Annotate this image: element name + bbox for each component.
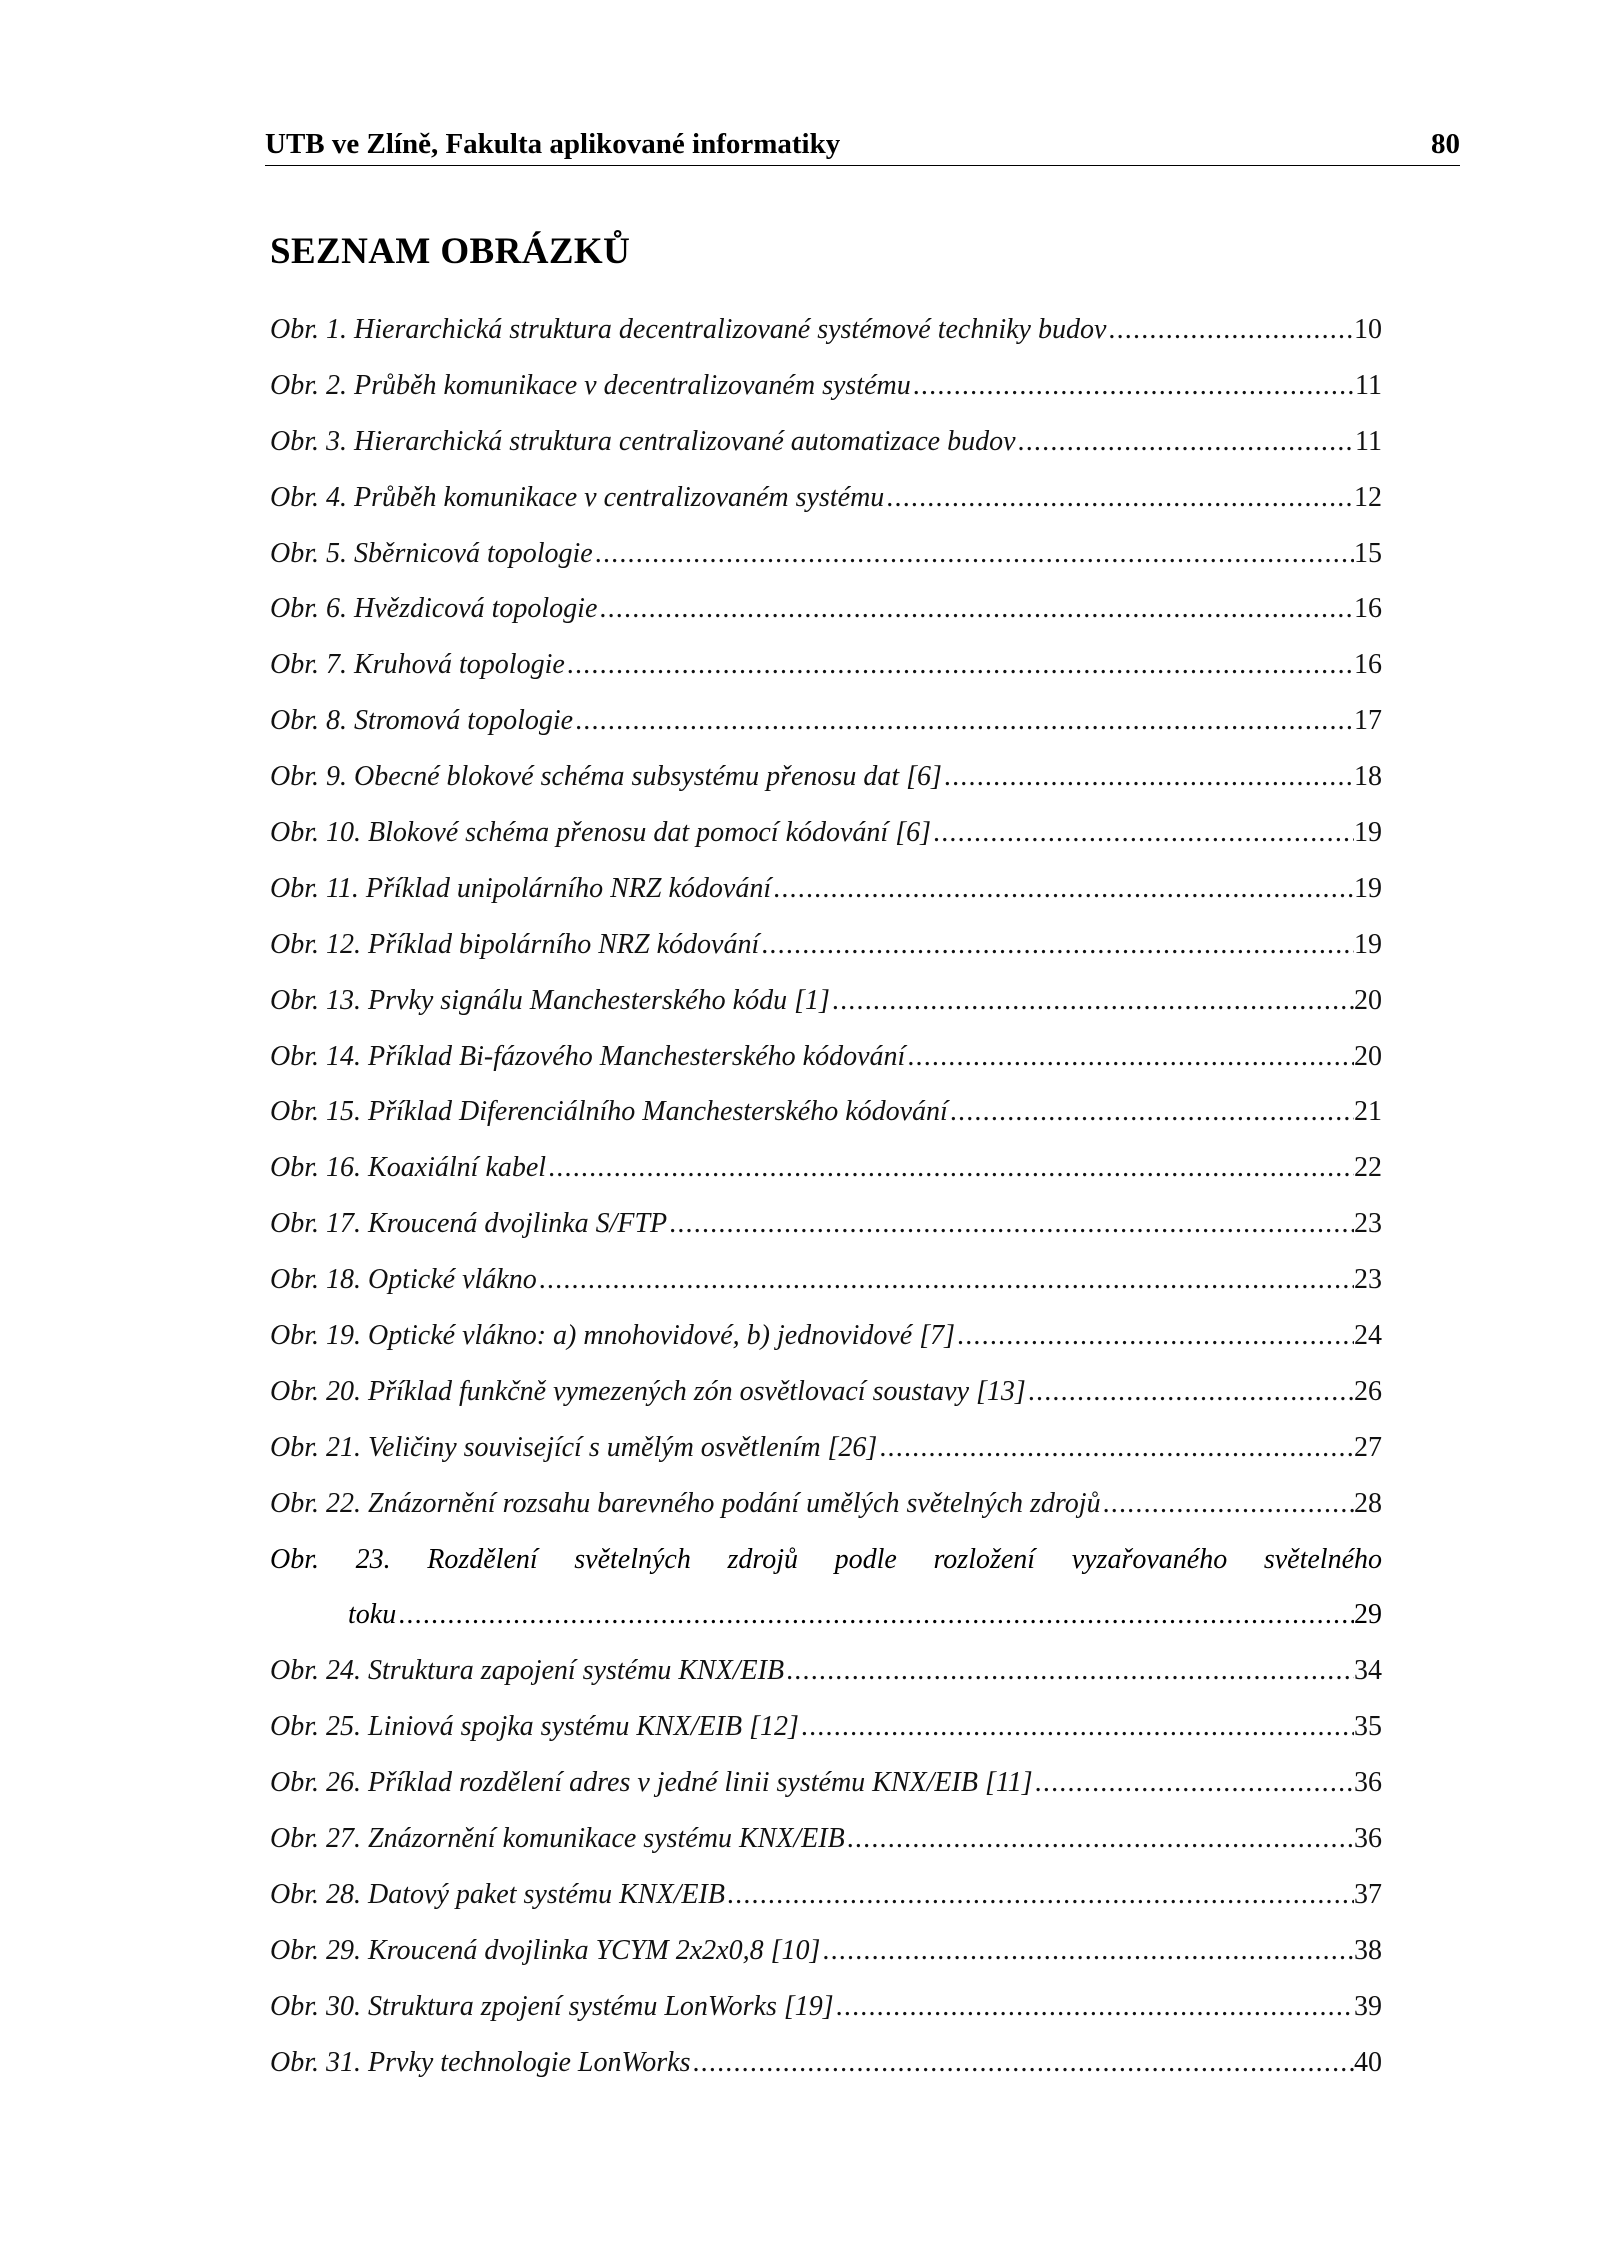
- toc-entry-label: Obr. 2. Průběh komunikace v decentralizovaném systému: [270, 369, 911, 401]
- header-title: UTB ve Zlíně, Fakulta aplikované informatiky: [265, 128, 841, 160]
- toc-entry-page: 35: [1354, 1711, 1382, 1743]
- dot-leader: [1103, 1484, 1354, 1524]
- toc-entry[interactable]: [270, 925, 1382, 981]
- toc-entry-page: 16: [1354, 593, 1382, 625]
- page-number: 80: [1431, 128, 1460, 160]
- toc-entry-label: Obr. 9. Obecné blokové schéma subsystému přenosu dat [6]: [270, 761, 942, 793]
- toc-entry-label: Obr. 12. Příklad bipolárního NRZ kódování: [270, 928, 760, 960]
- toc-entry-page: 16: [1354, 649, 1382, 681]
- toc-entry[interactable]: [270, 1372, 1382, 1428]
- toc-entry[interactable]: [270, 645, 1382, 701]
- toc-entry-label: Obr. 1. Hierarchická struktura decentralizované systémové techniky budov: [270, 314, 1107, 345]
- toc-entry-word: Rozdělení: [427, 1543, 538, 1575]
- figure-list: [270, 310, 1382, 2099]
- toc-entry-label-line2: [270, 1595, 1382, 1651]
- section-title: SEZNAM OBRÁZKŮ: [270, 231, 631, 272]
- dot-leader: [950, 1092, 1354, 1132]
- toc-entry[interactable]: [270, 1987, 1382, 2043]
- toc-entry-page: 38: [1354, 1934, 1382, 1966]
- toc-entry-page: 36: [1354, 1767, 1382, 1799]
- dot-leader: [595, 534, 1354, 574]
- dot-leader: [822, 1931, 1354, 1971]
- dot-leader: [847, 1819, 1354, 1859]
- toc-entry[interactable]: [270, 1037, 1382, 1093]
- toc-entry-page: 10: [1354, 314, 1382, 345]
- toc-entry-page: 18: [1354, 761, 1382, 793]
- toc-entry[interactable]: [270, 701, 1382, 757]
- dot-leader: [957, 1316, 1354, 1356]
- dot-leader: [599, 589, 1354, 629]
- dot-leader: [727, 1875, 1354, 1915]
- dot-leader: [692, 2043, 1354, 2083]
- dot-leader: [1028, 1372, 1354, 1412]
- toc-entry-label: Obr. 15. Příklad Diferenciálního Manchesterského kódování: [270, 1096, 948, 1128]
- toc-entry-label: Obr. 17. Kroucená dvojlinka S/FTP: [270, 1208, 668, 1240]
- toc-entry-label: Obr. 26. Příklad rozdělení adres v jedné linii systému KNX/EIB [11]: [270, 1767, 1033, 1799]
- toc-entry-label: Obr. 7. Kruhová topologie: [270, 649, 565, 681]
- toc-entry-page: 11: [1355, 425, 1382, 457]
- toc-entry-page: 36: [1354, 1823, 1382, 1855]
- toc-entry-label: toku: [348, 1599, 397, 1631]
- dot-leader: [773, 869, 1354, 909]
- toc-entry[interactable]: [270, 1707, 1382, 1763]
- toc-entry[interactable]: [270, 1931, 1382, 1987]
- toc-entry-page: 26: [1354, 1375, 1382, 1407]
- dot-leader: [913, 366, 1355, 406]
- toc-entry-word: rozložení: [933, 1543, 1036, 1575]
- dot-leader: [801, 1707, 1354, 1747]
- toc-entry[interactable]: [270, 366, 1382, 422]
- toc-entry-page: 11: [1355, 369, 1382, 401]
- toc-entry-label: Obr. 16. Koaxiální kabel: [270, 1152, 547, 1184]
- toc-entry-word: podle: [834, 1543, 897, 1575]
- toc-entry[interactable]: [270, 981, 1382, 1037]
- toc-entry-page: 21: [1354, 1096, 1382, 1128]
- toc-entry[interactable]: [270, 310, 1382, 366]
- dot-leader: [836, 1987, 1354, 2027]
- toc-entry[interactable]: [270, 1260, 1382, 1316]
- toc-entry-page: 15: [1354, 537, 1382, 569]
- toc-entry-page: 27: [1354, 1431, 1382, 1463]
- toc-entry-label: Obr. 5. Sběrnicová topologie: [270, 537, 593, 569]
- toc-entry-word: vyzařovaného: [1071, 1543, 1228, 1575]
- dot-leader: [669, 1204, 1354, 1244]
- toc-entry-label: Obr. 24. Struktura zapojení systému KNX/EIB: [270, 1655, 785, 1687]
- toc-entry[interactable]: [270, 1204, 1382, 1260]
- toc-entry-word: 23.: [355, 1543, 391, 1575]
- toc-entry-label: Obr. 4. Průběh komunikace v centralizovaném systému: [270, 481, 885, 513]
- toc-entry[interactable]: [270, 1651, 1382, 1707]
- toc-entry-label: Obr. 18. Optické vlákno: [270, 1264, 537, 1296]
- dot-leader: [1108, 310, 1354, 350]
- toc-entry-label: Obr. 10. Blokové schéma přenosu dat pomocí kódování [6]: [270, 817, 932, 849]
- dot-leader: [832, 981, 1354, 1021]
- dot-leader: [786, 1651, 1354, 1691]
- dot-leader: [1035, 1763, 1354, 1803]
- toc-entry[interactable]: [270, 1428, 1382, 1484]
- toc-entry-page: 34: [1354, 1655, 1382, 1687]
- toc-entry-page: 39: [1354, 1990, 1382, 2022]
- dot-leader: [398, 1595, 1354, 1635]
- toc-entry[interactable]: [270, 1092, 1382, 1148]
- toc-entry-label: Obr. 22. Znázornění rozsahu barevného podání umělých světelných zdrojů: [270, 1487, 1101, 1519]
- dot-leader: [539, 1260, 1354, 1300]
- dot-leader: [879, 1428, 1354, 1468]
- running-header: [265, 122, 1460, 166]
- toc-entry-word: zdrojů: [727, 1543, 799, 1575]
- toc-entry-page: 19: [1354, 817, 1382, 849]
- dot-leader: [1018, 422, 1356, 462]
- toc-entry-label: Obr. 25. Liniová spojka systému KNX/EIB [12]: [270, 1711, 799, 1743]
- dot-leader: [933, 813, 1354, 853]
- toc-entry-page: 19: [1354, 872, 1382, 904]
- toc-entry-label: Obr. 13. Prvky signálu Manchesterského kódu [1]: [270, 984, 830, 1016]
- dot-leader: [575, 701, 1354, 741]
- toc-entry-label: Obr. 11. Příklad unipolárního NRZ kódování: [270, 872, 772, 904]
- dot-leader: [907, 1037, 1354, 1077]
- toc-entry-word: Obr.: [270, 1543, 320, 1575]
- toc-entry-label: Obr. 28. Datový paket systému KNX/EIB: [270, 1878, 725, 1910]
- toc-entry-page: 37: [1354, 1878, 1382, 1910]
- toc-entry-label: Obr. 29. Kroucená dvojlinka YCYM 2x2x0,8 [10]: [270, 1934, 821, 1966]
- toc-entry-page: 40: [1354, 2046, 1382, 2078]
- toc-entry-page: 23: [1354, 1208, 1382, 1240]
- dot-leader: [761, 925, 1354, 965]
- toc-entry[interactable]: [270, 422, 1382, 478]
- dot-leader: [548, 1148, 1354, 1188]
- toc-entry-label: Obr. 6. Hvězdicová topologie: [270, 593, 598, 625]
- toc-entry[interactable]: [270, 1148, 1382, 1204]
- toc-entry[interactable]: [270, 534, 1382, 590]
- toc-entry-page: 19: [1354, 928, 1382, 960]
- toc-entry[interactable]: [270, 1484, 1382, 1540]
- toc-entry-page: 22: [1354, 1152, 1382, 1184]
- toc-entry-word: světelných: [574, 1543, 691, 1575]
- toc-entry-page: 20: [1354, 984, 1382, 1016]
- toc-entry[interactable]: [270, 2043, 1382, 2099]
- toc-entry-page: 28: [1354, 1487, 1382, 1519]
- toc-entry[interactable]: [270, 478, 1382, 534]
- toc-entry[interactable]: [270, 1875, 1382, 1931]
- dot-leader: [944, 757, 1354, 797]
- toc-entry-label: Obr. 27. Znázornění komunikace systému KNX/EIB: [270, 1823, 845, 1855]
- dot-leader: [886, 478, 1354, 518]
- toc-entry-label: Obr. 20. Příklad funkčně vymezených zón osvětlovací soustavy [13]: [270, 1375, 1026, 1407]
- toc-entry-page: 24: [1354, 1320, 1382, 1352]
- toc-entry-label: Obr. 3. Hierarchická struktura centralizované automatizace budov: [270, 425, 1016, 457]
- toc-entry-wrapped[interactable]: [270, 1540, 1382, 1652]
- toc-entry-label: Obr. 30. Struktura zpojení systému LonWorks [19]: [270, 1990, 834, 2022]
- toc-entry-page: 12: [1354, 481, 1382, 513]
- toc-entry[interactable]: [270, 1316, 1382, 1372]
- dot-leader: [567, 645, 1354, 685]
- toc-entry-page: 23: [1354, 1264, 1382, 1296]
- toc-entry-label: Obr. 21. Veličiny související s umělým osvětlením [26]: [270, 1431, 878, 1463]
- toc-entry-page: 29: [1354, 1599, 1382, 1631]
- toc-entry[interactable]: [270, 813, 1382, 869]
- toc-entry-label-line1: [270, 1540, 1382, 1596]
- toc-entry[interactable]: [270, 1819, 1382, 1875]
- toc-entry-page: 20: [1354, 1040, 1382, 1072]
- toc-entry[interactable]: [270, 589, 1382, 645]
- toc-entry[interactable]: [270, 869, 1382, 925]
- toc-entry-word: světelného: [1263, 1543, 1382, 1575]
- toc-entry-page: 17: [1354, 705, 1382, 737]
- toc-entry[interactable]: [270, 1763, 1382, 1819]
- toc-entry[interactable]: [270, 757, 1382, 813]
- toc-entry-label: Obr. 8. Stromová topologie: [270, 705, 574, 737]
- toc-entry-label: Obr. 31. Prvky technologie LonWorks: [270, 2046, 691, 2078]
- toc-entry-label: Obr. 14. Příklad Bi-fázového Manchesterského kódování: [270, 1040, 906, 1072]
- toc-entry-label: Obr. 19. Optické vlákno: a) mnohovidové, b) jednovidové [7]: [270, 1320, 956, 1352]
